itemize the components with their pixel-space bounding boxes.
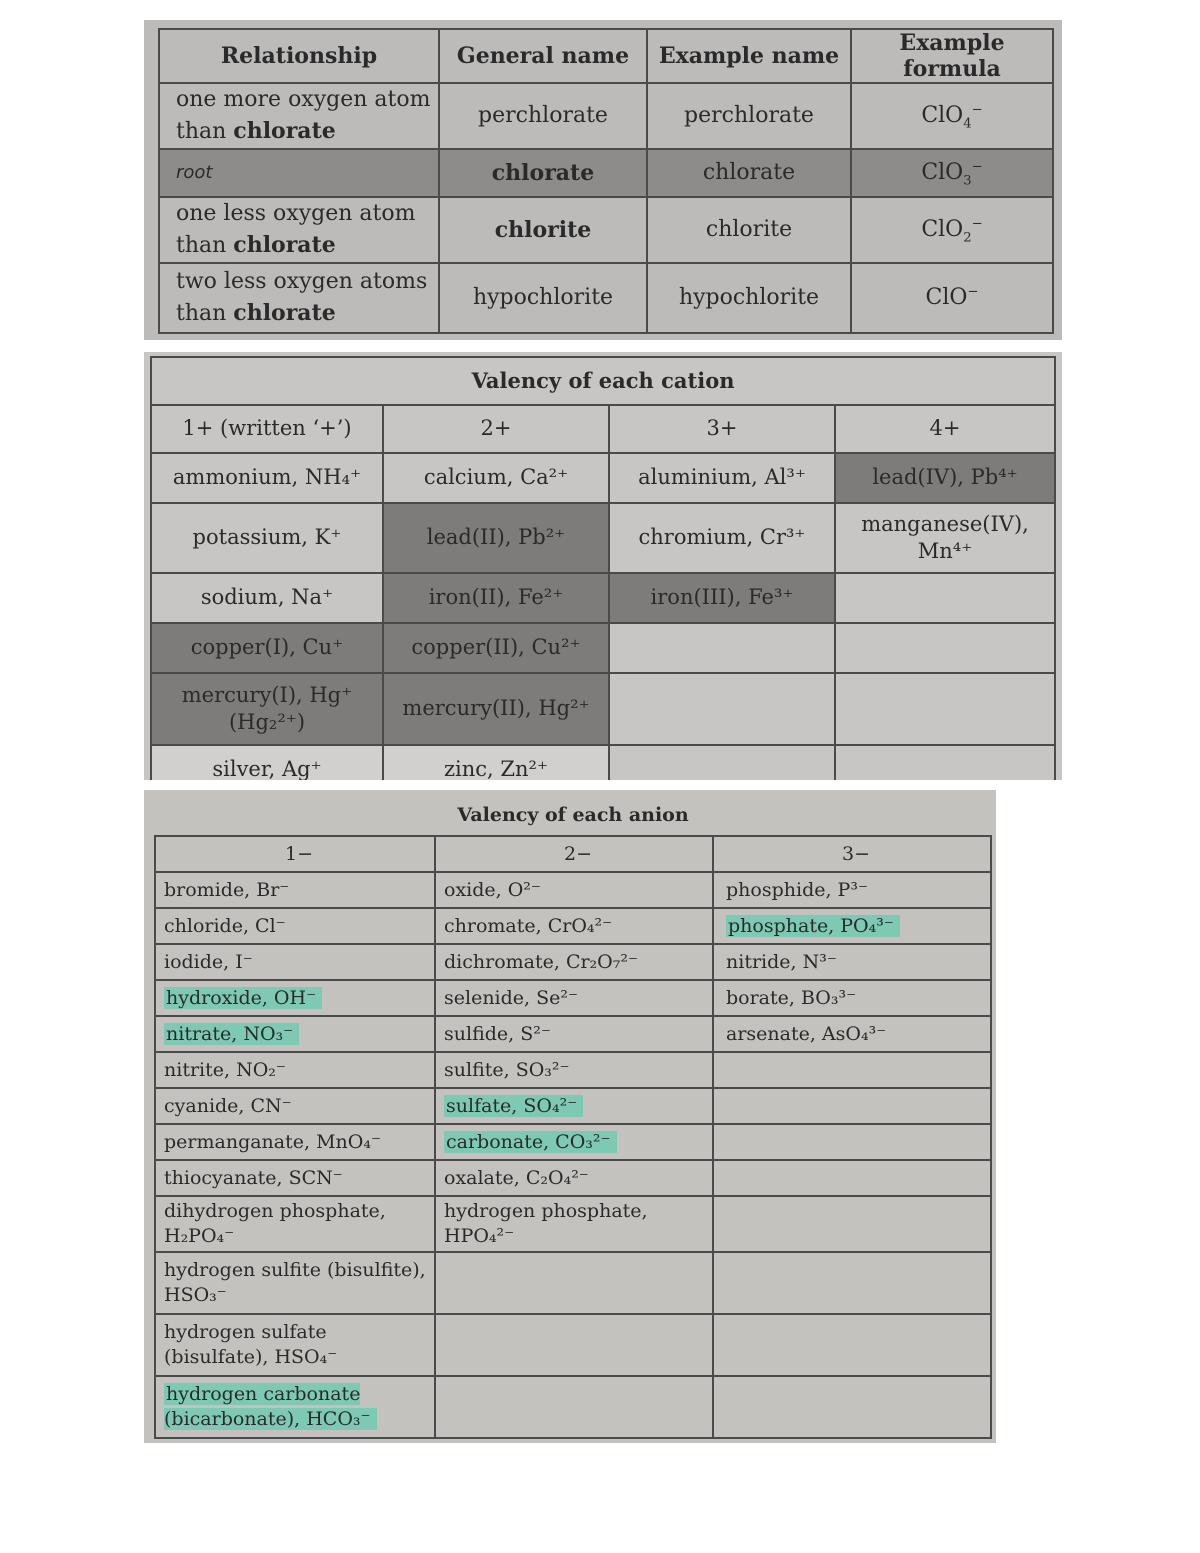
anion-cell (155, 1376, 435, 1438)
header-2minus: 2− (435, 836, 713, 872)
cation-title-row (151, 357, 1055, 405)
anion-table (154, 796, 992, 1439)
table-row (151, 453, 1055, 503)
header-1minus: 1− (155, 836, 435, 872)
example-name-cell: perchlorate (647, 83, 851, 149)
formula-sup: − (971, 159, 983, 175)
anion-label: dihydrogen phosphate, H₂PO₄⁻ (164, 1200, 386, 1247)
anion-cell (155, 1124, 435, 1160)
table-row (155, 1196, 991, 1252)
relationship-bold: chlorate (233, 117, 336, 144)
anion-title-row (155, 796, 991, 836)
example-name-cell: hypochlorite (647, 263, 851, 333)
anion-cell (155, 1160, 435, 1196)
anion-cell (713, 980, 991, 1016)
anion-cell (155, 908, 435, 944)
oxyanion-table-photo (144, 20, 1062, 340)
table-row (151, 573, 1055, 623)
cation-cell: chromium, Cr³⁺ (609, 503, 835, 573)
header-example-formula: Example formula (851, 29, 1053, 83)
anion-label: nitrite, NO₂⁻ (164, 1058, 286, 1081)
relationship-bold: chlorate (233, 299, 336, 326)
formula-base: ClO (921, 103, 964, 129)
anion-cell (155, 944, 435, 980)
anion-label: thiocyanate, SCN⁻ (164, 1166, 343, 1189)
relationship-line1: one less oxygen atom (176, 200, 416, 226)
anion-cell (713, 908, 991, 944)
anion-cell (155, 1016, 435, 1052)
anion-label: hydrogen phosphate, HPO₄²⁻ (444, 1200, 648, 1247)
table-row (151, 623, 1055, 673)
anion-label: bromide, Br⁻ (164, 878, 290, 901)
anion-label: dichromate, Cr₂O₇²⁻ (444, 950, 639, 973)
anion-cell (713, 1376, 991, 1438)
table-row (155, 1124, 991, 1160)
header-1plus: 1+ (written ‘+’) (151, 405, 383, 453)
anion-label: iodide, I⁻ (164, 950, 253, 973)
table-row (155, 1016, 991, 1052)
anion-cell (713, 1124, 991, 1160)
formula-cell (851, 263, 1053, 333)
table-row (159, 197, 1053, 263)
example-name-cell: chlorite (647, 197, 851, 263)
table-row (159, 149, 1053, 197)
cation-cell: mercury(II), Hg²⁺ (383, 673, 609, 745)
relationship-line2: than (176, 232, 234, 258)
general-name-cell: hypochlorite (439, 263, 647, 333)
anion-label: oxalate, C₂O₄²⁻ (444, 1166, 589, 1189)
table-row (155, 1052, 991, 1088)
anion-cell (435, 1016, 713, 1052)
table-row (159, 263, 1053, 333)
anion-header-row (155, 836, 991, 872)
formula-sub: 4 (963, 116, 972, 132)
anion-cell (435, 1196, 713, 1252)
cation-table-photo (144, 352, 1062, 780)
header-2plus: 2+ (383, 405, 609, 453)
general-name-cell: perchlorate (439, 83, 647, 149)
anion-cell (435, 1052, 713, 1088)
relationship-cell (159, 197, 439, 263)
formula-base: ClO (925, 285, 968, 311)
anion-cell (435, 1376, 713, 1438)
oxyanion-header-row (159, 29, 1053, 83)
cation-cell: zinc, Zn²⁺ (383, 745, 609, 780)
anion-label: hydrogen sulfate (bisulfate), HSO₄⁻ (164, 1321, 338, 1368)
table-row (155, 1088, 991, 1124)
anion-cell (435, 944, 713, 980)
table-row (151, 503, 1055, 573)
relationship-cell (159, 263, 439, 333)
table-row (151, 745, 1055, 780)
anion-label: phosphate, PO₄³⁻ (726, 915, 900, 937)
anion-cell (713, 944, 991, 980)
cation-cell (835, 745, 1055, 780)
table-row (155, 872, 991, 908)
anion-cell (155, 872, 435, 908)
relationship-line1: two less oxygen atoms (176, 268, 428, 294)
anion-table-body (155, 872, 991, 1438)
cation-cell: ammonium, NH₄⁺ (151, 453, 383, 503)
table-row (151, 673, 1055, 745)
relationship-line1: root (176, 161, 213, 183)
anion-label: nitride, N³⁻ (726, 950, 837, 973)
table-row (155, 1252, 991, 1314)
anion-label: sulfate, SO₄²⁻ (444, 1095, 583, 1117)
anion-cell (713, 1016, 991, 1052)
anion-label: sulfite, SO₃²⁻ (444, 1058, 570, 1081)
relationship-cell (159, 83, 439, 149)
anion-cell (155, 1088, 435, 1124)
cation-cell (835, 623, 1055, 673)
header-4plus: 4+ (835, 405, 1055, 453)
anion-label: chromate, CrO₄²⁻ (444, 914, 613, 937)
table-row (155, 980, 991, 1016)
anion-cell (155, 1252, 435, 1314)
relationship-line1: one more oxygen atom (176, 87, 431, 112)
example-name-cell: chlorate (647, 149, 851, 197)
cation-cell: iron(III), Fe³⁺ (609, 573, 835, 623)
cation-cell: lead(IV), Pb⁴⁺ (835, 453, 1055, 503)
table-row (155, 944, 991, 980)
cation-table-title: Valency of each cation (151, 357, 1055, 405)
anion-cell (155, 1314, 435, 1376)
cation-cell (609, 673, 835, 745)
anion-label: permanganate, MnO₄⁻ (164, 1130, 381, 1153)
anion-cell (713, 1052, 991, 1088)
formula-base: ClO (921, 160, 964, 186)
formula-sup: − (967, 284, 979, 300)
general-name-text: chlorate (491, 159, 595, 186)
formula-sup: − (971, 216, 983, 232)
header-3plus: 3+ (609, 405, 835, 453)
cation-cell: copper(I), Cu⁺ (151, 623, 383, 673)
general-name-text: chlorite (494, 216, 592, 243)
cation-cell: calcium, Ca²⁺ (383, 453, 609, 503)
anion-label: phosphide, P³⁻ (726, 878, 868, 901)
cation-cell: manganese(IV), Mn⁴⁺ (835, 503, 1055, 573)
cation-cell (835, 573, 1055, 623)
anion-label: hydrogen sulfite (bisulfite), HSO₃⁻ (164, 1259, 426, 1306)
anion-cell (435, 1252, 713, 1314)
anion-cell (155, 1052, 435, 1088)
anion-label: chloride, Cl⁻ (164, 914, 286, 937)
anion-cell (435, 1124, 713, 1160)
cation-cell: sodium, Na⁺ (151, 573, 383, 623)
relationship-cell (159, 149, 439, 197)
anion-cell (713, 872, 991, 908)
header-3minus: 3− (713, 836, 991, 872)
anion-table-title: Valency of each anion (457, 804, 689, 827)
header-relationship: Relationship (159, 29, 439, 83)
anion-cell (713, 1314, 991, 1376)
cation-cell: aluminium, Al³⁺ (609, 453, 835, 503)
anion-cell (713, 1196, 991, 1252)
cation-cell: mercury(I), Hg⁺ (Hg₂²⁺) (151, 673, 383, 745)
formula-cell (851, 149, 1053, 197)
anion-label: hydrogen carbonate (bicarbonate), HCO₃⁻ (164, 1383, 377, 1430)
anion-label: sulfide, S²⁻ (444, 1022, 551, 1045)
anion-cell (155, 980, 435, 1016)
table-row (155, 1314, 991, 1376)
anion-label: oxide, O²⁻ (444, 878, 541, 901)
formula-base: ClO (921, 217, 964, 243)
anion-cell (435, 1314, 713, 1376)
table-row (155, 1376, 991, 1438)
cation-cell: iron(II), Fe²⁺ (383, 573, 609, 623)
anion-cell (713, 1160, 991, 1196)
oxyanion-table (158, 28, 1054, 334)
anion-label: borate, BO₃³⁻ (726, 986, 857, 1009)
anion-label: carbonate, CO₃²⁻ (444, 1131, 617, 1153)
formula-cell (851, 197, 1053, 263)
anion-cell (713, 1252, 991, 1314)
header-general-name: General name (439, 29, 647, 83)
anion-label: arsenate, AsO₄³⁻ (726, 1022, 887, 1045)
anion-table-photo (144, 790, 996, 1443)
formula-sub: 2 (963, 230, 972, 246)
relationship-line2: than (176, 300, 234, 326)
formula-sup: − (971, 103, 983, 119)
anion-cell (435, 908, 713, 944)
anion-cell (435, 1088, 713, 1124)
cation-cell (835, 673, 1055, 745)
anion-cell (435, 980, 713, 1016)
cation-cell (609, 623, 835, 673)
anion-cell (435, 872, 713, 908)
general-name-cell (439, 197, 647, 263)
anion-label: selenide, Se²⁻ (444, 986, 579, 1009)
cation-table (150, 356, 1056, 780)
table-row (159, 83, 1053, 149)
cation-cell: potassium, K⁺ (151, 503, 383, 573)
anion-label: hydroxide, OH⁻ (164, 987, 322, 1009)
cation-cell (609, 745, 835, 780)
cation-header-row (151, 405, 1055, 453)
general-name-cell (439, 149, 647, 197)
relationship-line2: than (176, 118, 234, 144)
cation-cell: silver, Ag⁺ (151, 745, 383, 780)
relationship-bold: chlorate (233, 231, 336, 258)
anion-cell (713, 1088, 991, 1124)
cation-cell: lead(II), Pb²⁺ (383, 503, 609, 573)
cation-cell: copper(II), Cu²⁺ (383, 623, 609, 673)
formula-sub: 3 (963, 173, 972, 189)
table-row (155, 908, 991, 944)
anion-label: cyanide, CN⁻ (164, 1094, 292, 1117)
anion-label: nitrate, NO₃⁻ (164, 1023, 299, 1045)
anion-cell (155, 1196, 435, 1252)
anion-cell (435, 1160, 713, 1196)
header-example-name: Example name (647, 29, 851, 83)
formula-cell (851, 83, 1053, 149)
table-row (155, 1160, 991, 1196)
